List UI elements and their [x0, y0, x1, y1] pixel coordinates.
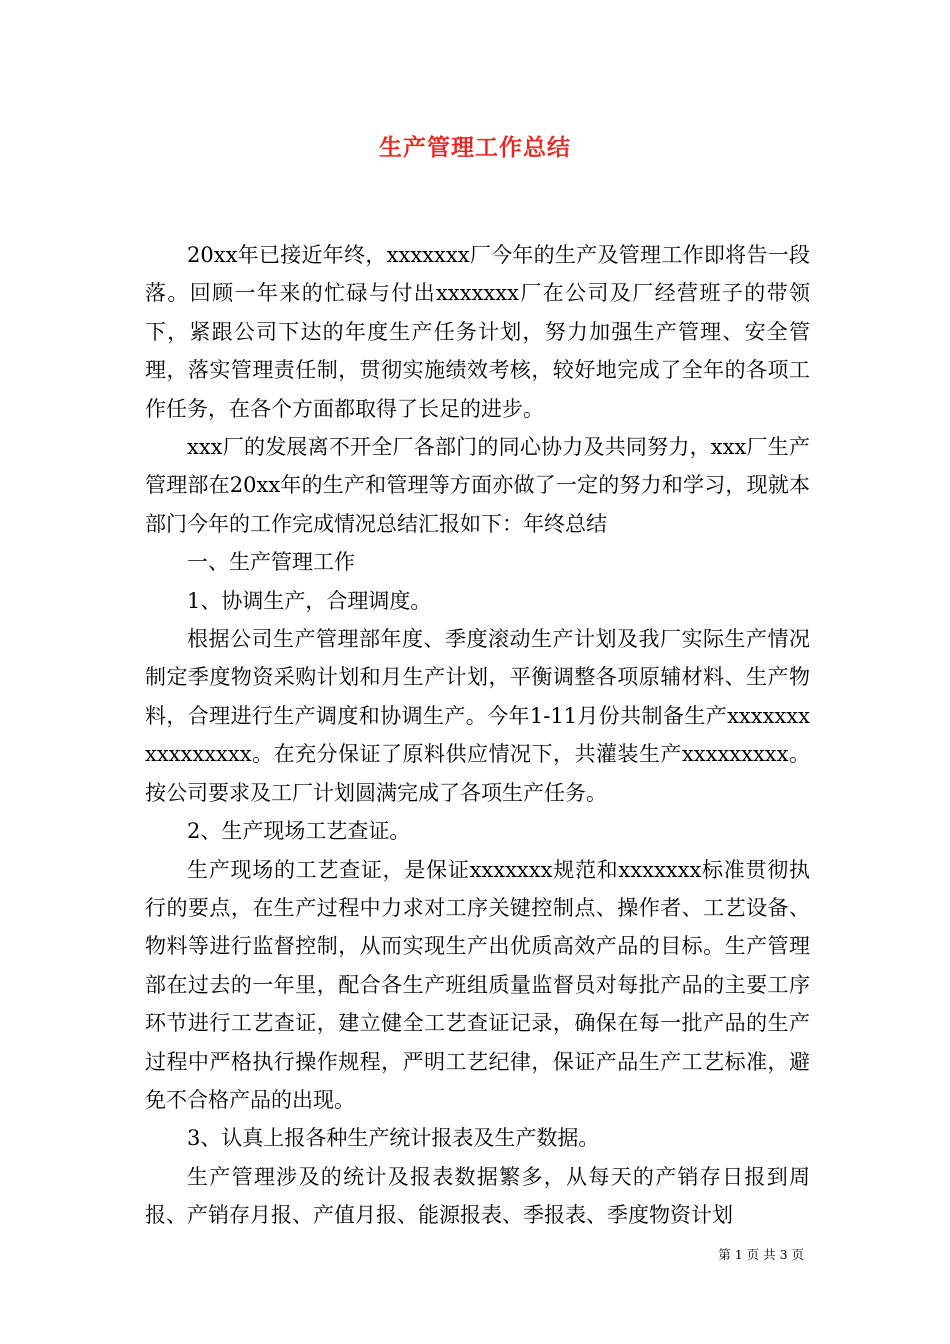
- paragraph-intro: 20xx年已接近年终，xxxxxxx厂今年的生产及管理工作即将告一段落。回顾一年来的忙碌与付出xxxxxxx厂在公司及厂经营班子的带领下，紧跟公司下达的年度生产任务计划，努力加强生产管理、安全管理，落实管理责任制，贯彻实施绩效考核，较好地完成了全年的各项工作任务，在各个方面都取得了长足的进步。: [145, 243, 810, 421]
- paragraph-coordinate-production: 根据公司生产管理部年度、季度滚动生产计划及我厂实际生产情况制定季度物资采购计划和月生产计划，平衡调整各项原辅材料、生产物料，合理进行生产调度和协调生产。今年1-11月份共制备生产xxxxxxxxxxxxxxxx。在充分保证了原料供应情况下，共灌装生产xxxxxxxxx。按公司要求及工厂计划圆满完成了各项生产任务。: [145, 627, 810, 805]
- paragraph-process-verification: 生产现场的工艺查证，是保证xxxxxxx规范和xxxxxxx标准贯彻执行的要点，在生产过程中力求对工序关键控制点、操作者、工艺设备、物料等进行监督控制，从而实现生产出优质高效产品的目标。生产管理部在过去的一年里，配合各生产班组质量监督员对每批产品的主要工序环节进行工艺查证，建立健全工艺查证记录，确保在每一批产品的生产过程中严格执行操作规程，严明工艺纪律，保证产品生产工艺标准，避免不合格产品的出现。: [145, 857, 810, 1112]
- document-title: 生产管理工作总结: [379, 134, 571, 161]
- paragraph-department: xxx厂的发展离不开全厂各部门的同心协力及共同努力，xxx厂生产管理部在20xx年的生产和管理等方面亦做了一定的努力和学习，现就本部门今年的工作完成情况总结汇报如下：年终总结: [145, 435, 810, 536]
- page-number: 第 1 页 共 3 页: [718, 1247, 804, 1262]
- document-body: [145, 236, 810, 1235]
- section-heading-production-management: 一、生产管理工作: [187, 550, 355, 575]
- subheading-coordinate-production: 1、协调生产，合理调度。: [187, 588, 432, 613]
- subheading-process-verification: 2、生产现场工艺查证。: [187, 819, 411, 844]
- subheading-statistics-reports: 3、认真上报各种生产统计报表及生产数据。: [187, 1126, 600, 1151]
- paragraph-statistics-reports: 生产管理涉及的统计及报表数据繁多，从每天的产销存日报到周报、产销存月报、产值月报、能源报表、季报表、季度物资计划: [145, 1164, 810, 1228]
